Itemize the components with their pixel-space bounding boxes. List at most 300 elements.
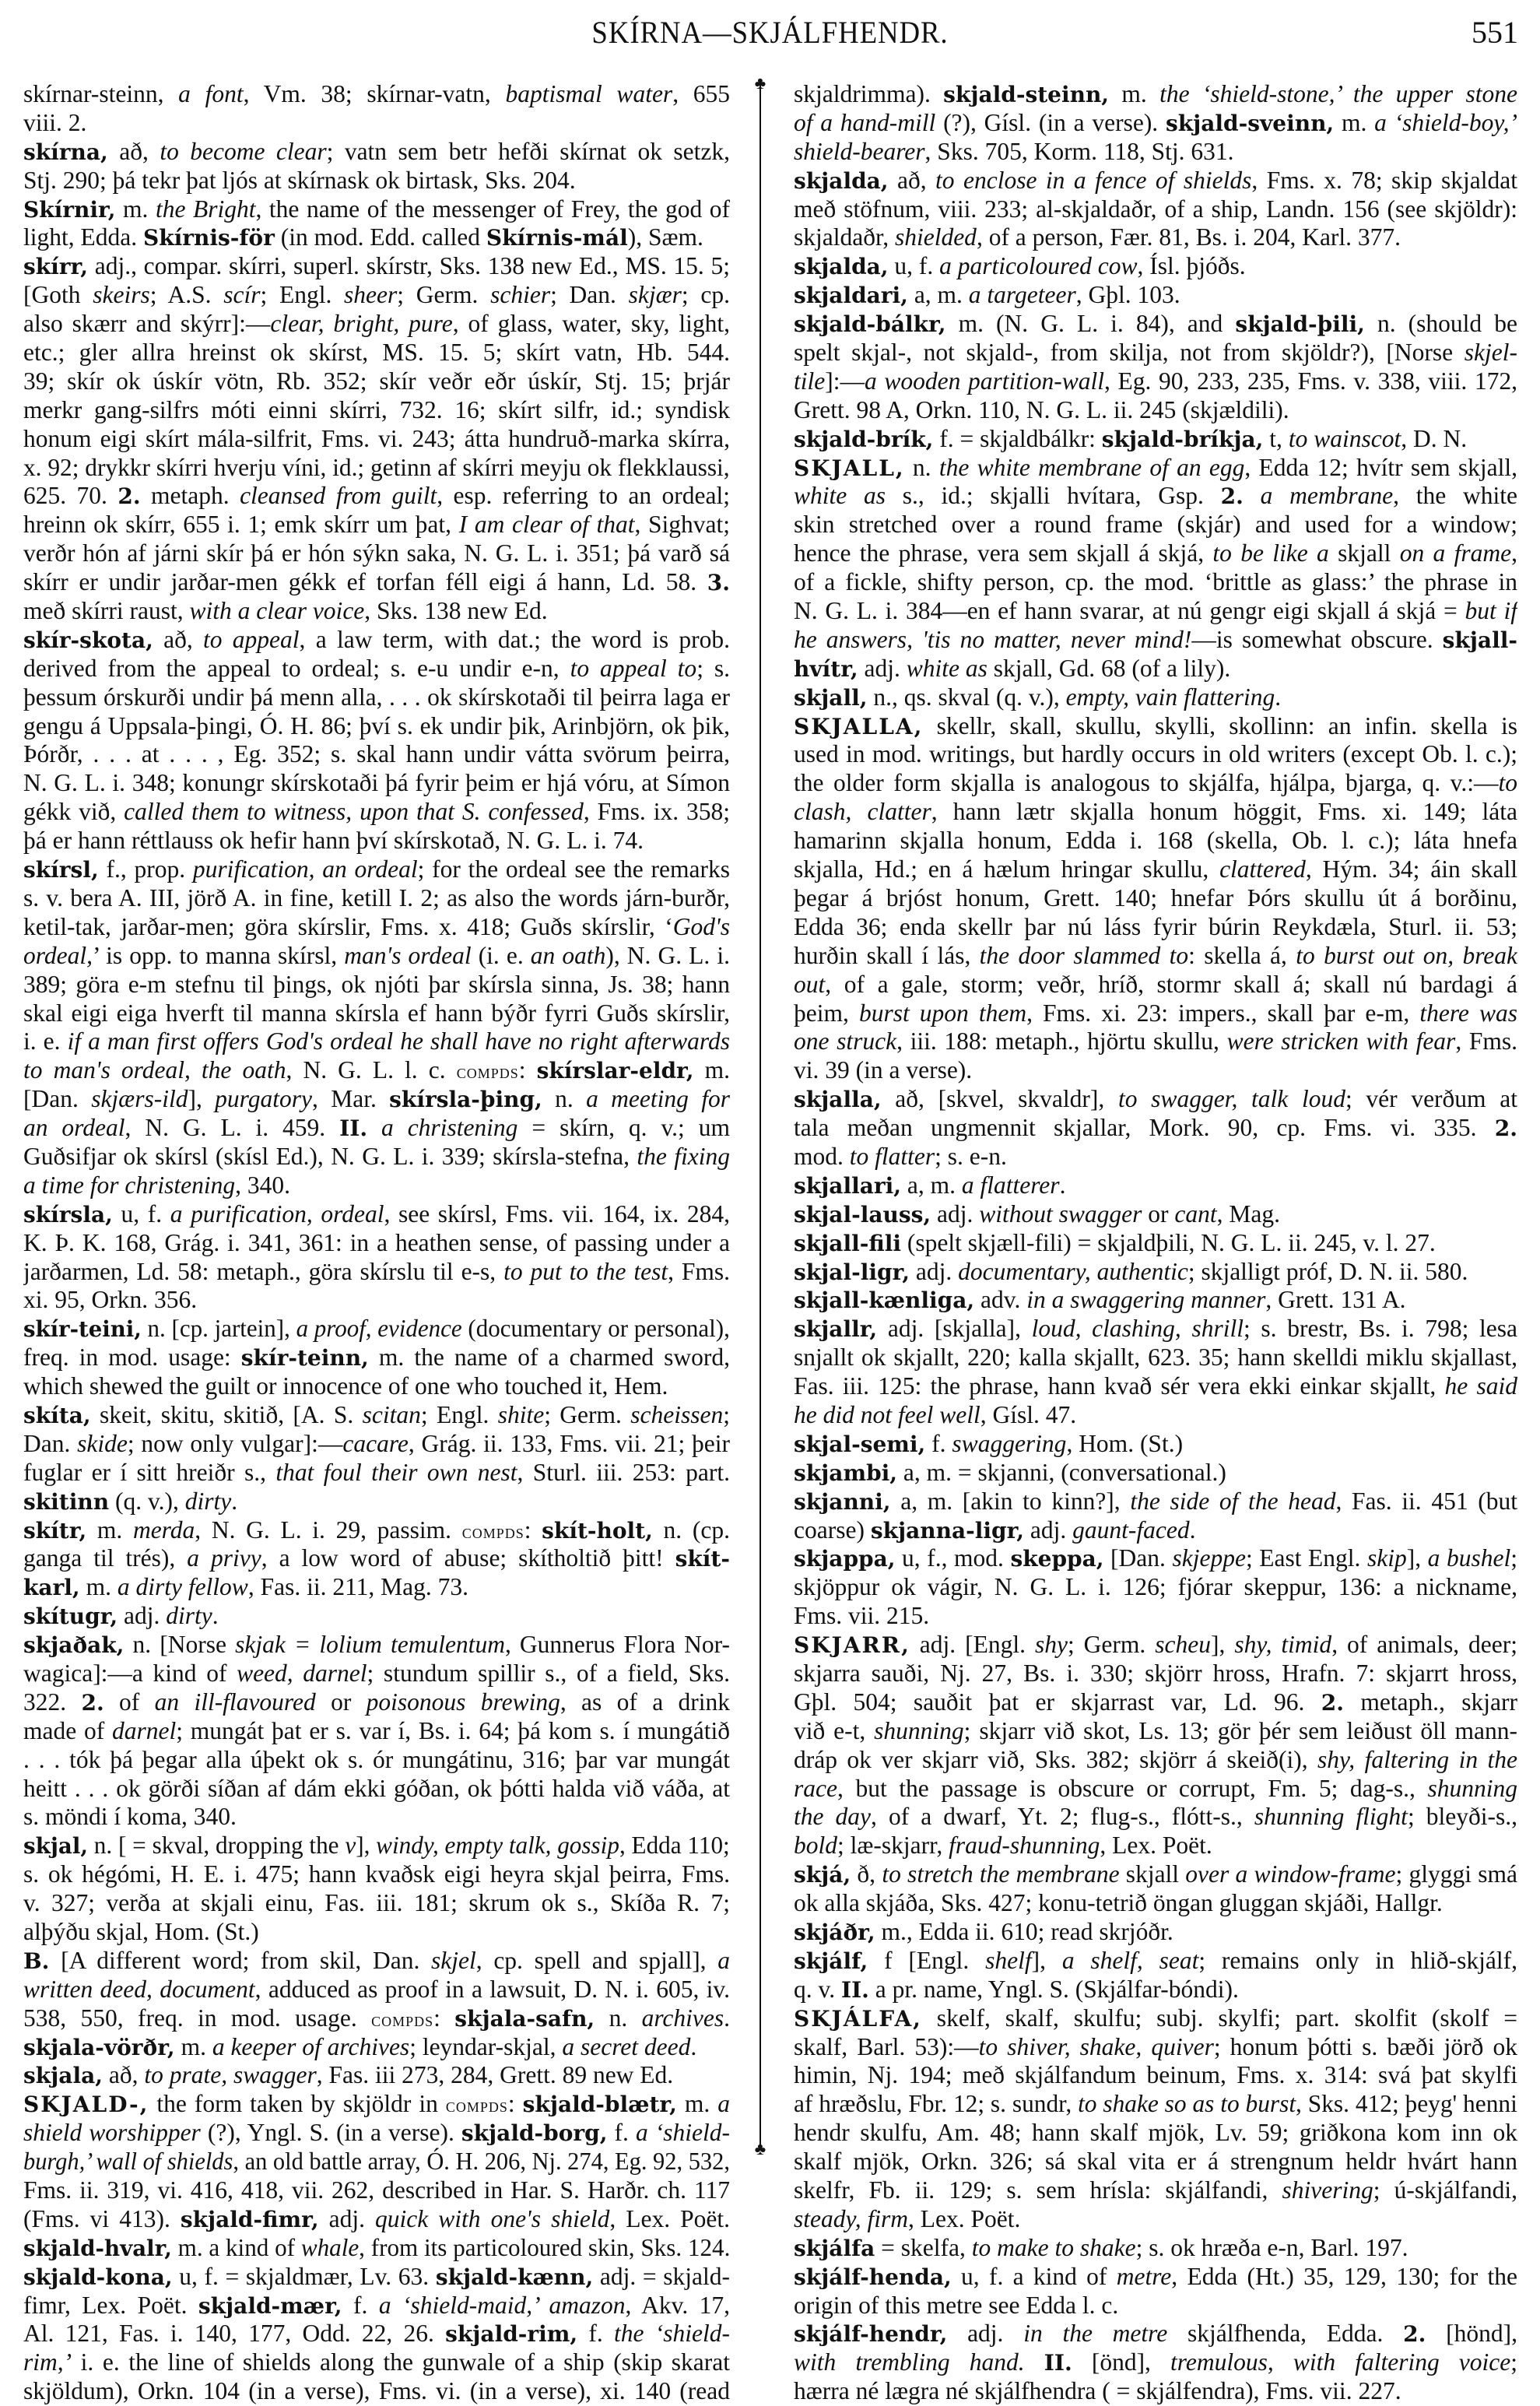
text-line: [794, 425, 1517, 454]
text-run: n. [Norse: [124, 1631, 236, 1659]
italic-text: to stretch the membrane: [882, 1860, 1120, 1888]
text-run: [Goth: [23, 281, 93, 309]
headword: skítugr,: [23, 1603, 118, 1630]
text-run: ; Germ.: [397, 281, 491, 309]
headword: II.: [339, 1115, 368, 1142]
text-run: , Hým. 34; áin skall: [1305, 855, 1517, 883]
text-run: or: [1142, 1199, 1175, 1228]
italic-text: a bushel: [1427, 1544, 1511, 1572]
headword: skjálfa: [794, 2235, 875, 2261]
text-line: [23, 2090, 730, 2119]
headword: skjanna-ligr,: [870, 1517, 1025, 1544]
italic-text: a flatterer: [961, 1171, 1060, 1199]
italic-text: loud, clashing, shrill: [1031, 1315, 1244, 1343]
text-run: , the white: [1393, 482, 1517, 510]
headword: skjalda,: [794, 254, 889, 280]
italic-text: man's ordeal: [344, 941, 472, 969]
text-line: [794, 1027, 1517, 1056]
italic-text: archives: [641, 2004, 724, 2032]
headword: skjal-semi,: [794, 1431, 926, 1457]
text-line: [23, 281, 730, 310]
text-line: [23, 2205, 730, 2234]
headword: Skírnis-mál: [486, 225, 628, 251]
italic-text: a secret deed: [562, 2032, 691, 2060]
italic-text: of a hand-mill: [794, 108, 936, 136]
text-line: [794, 740, 1517, 769]
headword: skjall,: [794, 684, 868, 711]
text-line: [23, 1889, 730, 1918]
italic-text: that foul their own nest: [275, 1458, 517, 1486]
text-line: [23, 999, 730, 1028]
headword: Skírnis-för: [142, 225, 275, 251]
text-run: snjallt ok skjallt, 220; kalla skjallt, 623. 35; hann skelldi miklu skjallast,: [794, 1343, 1517, 1372]
headword: skjá,: [794, 1862, 851, 1888]
text-run: , Sks. 412; þeyg' henni: [1296, 2090, 1517, 2118]
text-run: , Gþl. 103.: [1075, 281, 1180, 309]
headword: skjald-borg,: [461, 2120, 608, 2147]
text-line: [794, 167, 1517, 195]
text-run: adj.: [1024, 1516, 1073, 1544]
text-run: , see skírsl, Fms. vii. 164, ix. 284,: [384, 1199, 730, 1228]
text-line: [794, 2234, 1517, 2263]
text-line: [23, 1372, 730, 1401]
italic-text: if a man first offers God's ordeal he shall have no right afterwards: [67, 1027, 730, 1055]
text-run: ð,: [851, 1860, 882, 1888]
italic-text: an oath: [530, 941, 606, 969]
text-run: (?), Yngl. S. (in a verse).: [200, 2119, 461, 2147]
text-run: , as of a drink: [560, 1688, 730, 1716]
text-run: q. v.: [794, 1975, 841, 2003]
text-line: [23, 2033, 730, 2062]
text-run: u, f. = skjaldmær, Lv. 63.: [172, 2262, 436, 2290]
headword: skírsl,: [23, 857, 99, 883]
italic-text: ordeal,: [23, 941, 93, 969]
text-run: n. [ = skval, dropping the: [88, 1832, 346, 1860]
headword: skjallr,: [794, 1316, 878, 1343]
text-line: [23, 1258, 730, 1287]
italic-text: there was: [1419, 999, 1517, 1027]
text-line: [794, 1516, 1517, 1545]
headword: skeppa,: [1010, 1546, 1104, 1572]
italic-text: a meeting for: [586, 1085, 730, 1113]
text-run: ), Sæm.: [627, 223, 703, 251]
text-run: coarse): [794, 1516, 871, 1544]
italic-text: white as: [794, 482, 886, 510]
text-run: skelf, skalf, skulfu; subj. skylfi; part. skolfit (skolf =: [921, 2004, 1517, 2032]
text-line: [794, 223, 1517, 252]
italic-text: weed, darnel: [237, 1659, 367, 1687]
headword: skjalda,: [794, 167, 889, 194]
text-line: [23, 1056, 730, 1085]
text-run: m. (N. G. L. i. 84), and: [945, 310, 1236, 338]
italic-text: gaunt-faced: [1072, 1516, 1190, 1544]
text-line: [23, 223, 730, 252]
italic-text: to enclose in a fence of shields: [935, 166, 1252, 194]
text-run: skjarra sauði, Nj. 27, Bs. i. 330; skjörr hross, Hrafn. 7: skjarrt hross,: [794, 1659, 1517, 1687]
italic-text: fraud-shunning: [949, 1832, 1100, 1860]
text-run: a, m.: [907, 281, 969, 309]
text-run: ; stundum spillir s., of a field, Sks.: [367, 1659, 730, 1687]
text-run: u, f., mod.: [895, 1544, 1011, 1572]
text-run: , esp. referring to an ordeal;: [437, 482, 730, 510]
text-run: Dan.: [23, 1429, 78, 1457]
italic-text: a targeteer: [968, 281, 1076, 309]
text-line: [23, 1860, 730, 1889]
text-run: = skírn, q. v.; um: [517, 1114, 730, 1142]
text-run: Guðsifjar ok skírsl (skísl Ed.), N. G. L. i. 339; skírsla-stefna,: [23, 1142, 637, 1170]
italic-text: a christening: [381, 1114, 518, 1142]
headword: SKJALL,: [794, 455, 905, 481]
italic-text: darnel: [112, 1716, 177, 1744]
headword: skjald-rim,: [445, 2321, 578, 2348]
text-run: , but the passage is obscure or corrupt, Fm. 5; dag-s.,: [837, 1774, 1428, 1802]
italic-text: the white membrane of an egg: [938, 453, 1245, 481]
text-line: [23, 769, 730, 798]
text-run: skelfr, Fb. ii. 129; s. sem hrísla: skjálfandi,: [794, 2176, 1282, 2204]
text-run: .: [231, 1487, 238, 1515]
headword: skjáðr,: [794, 1920, 875, 1945]
italic-text: shy, timid: [1234, 1631, 1332, 1659]
italic-text: to put to the test: [503, 1257, 668, 1285]
text-line: [23, 1717, 730, 1746]
text-run: ;: [1510, 2348, 1517, 2376]
italic-text: in the metre: [1023, 2320, 1168, 2348]
text-line: [794, 2320, 1517, 2348]
italic-text: burgh,’ wall of shields: [23, 2148, 233, 2176]
text-run: ],: [188, 1085, 216, 1113]
italic-text: to burst out on, break: [1296, 941, 1517, 969]
text-line: [23, 1488, 730, 1516]
text-line: [794, 1544, 1517, 1573]
text-run: ],: [1406, 1544, 1428, 1572]
italic-text: swaggering: [952, 1429, 1067, 1457]
text-run: skírr er undir jarðar-men gékk ef torfan féll eigi á hann, Ld. 58.: [23, 568, 707, 596]
left-column: [23, 80, 730, 2406]
italic-text: shy: [1034, 1631, 1068, 1659]
italic-text: in a swaggering manner: [1026, 1286, 1266, 1314]
text-line: [794, 1143, 1517, 1171]
headword: skírsla,: [23, 1201, 113, 1228]
italic-text: to shiver, shake, quiver: [978, 2032, 1214, 2060]
text-line: [23, 626, 730, 655]
italic-text: I am clear of that: [458, 511, 635, 539]
text-run: ; s. e-n.: [935, 1142, 1007, 1170]
italic-text: with trembling hand.: [794, 2348, 1025, 2376]
text-run: skjaldrimma).: [794, 80, 944, 107]
text-run: adj.: [858, 654, 907, 682]
italic-text: a membrane: [1260, 482, 1394, 510]
italic-text: out: [794, 970, 826, 998]
text-run: þeim,: [794, 999, 859, 1027]
text-run: ; Engl.: [420, 1400, 498, 1428]
text-line: [794, 712, 1517, 741]
italic-text: quick with one's shield: [375, 2204, 610, 2232]
text-run: vi. 39 (in a verse).: [794, 1056, 973, 1084]
italic-text: to be like a: [1212, 539, 1329, 567]
text-run: v. 327; verða at skjali einu, Fas. iii. 181; skrum ok s., Skíða R. 7;: [23, 1889, 730, 1917]
text-line: [794, 1372, 1517, 1401]
text-run: f.: [342, 2291, 379, 2319]
text-line: [23, 310, 730, 339]
text-line: [23, 1114, 730, 1143]
text-line: [23, 339, 730, 367]
italic-text: he did not feel well: [794, 1400, 980, 1428]
headword: skjald-sveinn,: [1165, 110, 1335, 136]
italic-text: skjeppe: [1172, 1544, 1246, 1572]
text-line: [23, 1143, 730, 1171]
text-line: [794, 1114, 1517, 1143]
text-run: skellr, skall, skullu, skylli, skollinn: an infin. skella is: [923, 711, 1517, 739]
text-run: ;: [723, 1400, 730, 1428]
text-run: 625. 70.: [23, 482, 118, 510]
headword: 2.: [1403, 2321, 1426, 2348]
text-line: [23, 2320, 730, 2348]
text-line: [794, 1602, 1517, 1631]
text-line: [794, 1860, 1517, 1889]
text-run: , Ísl. þjóðs.: [1137, 252, 1246, 280]
text-run: , N. G. L. i. 459.: [125, 1114, 340, 1142]
text-run: Grett. 98 A, Orkn. 110, N. G. L. ii. 245 (skjældili).: [794, 395, 1289, 423]
text-line: [794, 310, 1517, 339]
italic-text: with a clear voice: [189, 597, 365, 625]
text-run: u, f. a kind of: [951, 2262, 1117, 2290]
italic-text: a ‘shield-maid,’ amazon: [378, 2291, 626, 2319]
text-run: , the name of the messenger of Frey, the god of: [255, 195, 730, 223]
italic-text: poisonous brewing: [366, 1688, 560, 1716]
headword: skjálf-henda,: [794, 2264, 952, 2290]
italic-text: to become clear: [160, 137, 327, 165]
text-line: [794, 798, 1517, 827]
text-run: [367, 1114, 381, 1141]
text-line: [794, 1746, 1517, 1775]
text-run: 389; göra e-m stefnu til þings, ok njóti þar skírsla sinna, Js. 38; hann: [23, 970, 730, 998]
text-run: , an old battle array, Ó. H. 206, Nj. 274, Eg. 92, 532,: [233, 2148, 730, 2176]
headword: skjald-kænn,: [435, 2264, 594, 2290]
text-run: , Mar.: [312, 1085, 390, 1113]
text-run: the older form skjalla is analogous to skjálfa, hjálpa, bjarga, q. v.:—: [794, 769, 1499, 797]
text-run: ; s. ok hræða e-n, Barl. 197.: [1135, 2233, 1408, 2261]
text-line: [23, 1315, 730, 1343]
italic-text: cacare: [342, 1429, 409, 1457]
text-line: [23, 1459, 730, 1488]
text-run: .: [724, 2004, 730, 2032]
text-line: [794, 2090, 1517, 2119]
italic-text: tremulous, with faltering voice: [1170, 2348, 1511, 2376]
headword: hvítr,: [794, 655, 858, 682]
text-line: [23, 971, 730, 999]
text-run: með skírri raust,: [23, 597, 190, 625]
text-run: —is somewhat obscure.: [1191, 625, 1443, 653]
text-line: [23, 1027, 730, 1056]
text-line: [23, 942, 730, 971]
text-run: skjalla, Hd.; en á hælum hringar skullu,: [794, 855, 1220, 883]
text-line: [794, 1631, 1517, 1660]
text-run: wagica]:—a kind of: [23, 1659, 237, 1687]
italic-text: metre: [1116, 2262, 1172, 2290]
text-run: , Fms. x. 78; skip skjaldat: [1251, 166, 1517, 194]
text-run: ; Germ.: [544, 1400, 631, 1428]
headword: skjala-vörðr,: [23, 2034, 175, 2060]
text-run: , a law term, with dat.; the word is prob.: [299, 625, 730, 653]
headword: skír-skota,: [23, 627, 153, 653]
text-run: adj., compar. skírri, superl. skírstr, Sks. 138 new Ed., MS. 15. 5;: [88, 252, 730, 280]
text-run: . . . tók þá þegar alla úþekt ok s. ór mungátinu, 316; þar var mungát: [23, 1745, 730, 1773]
text-run: f.: [577, 2320, 615, 2348]
text-line: [794, 2148, 1517, 2176]
text-line: [23, 1401, 730, 1430]
text-run: ; for the ordeal see the remarks: [417, 855, 730, 883]
italic-text: shivering: [1282, 2176, 1373, 2204]
italic-text: a font: [178, 80, 244, 107]
text-run: a, m. = skjanni, (conversational.): [897, 1458, 1226, 1486]
text-line: [23, 1286, 730, 1315]
italic-text: steady, firm: [794, 2204, 908, 2232]
text-line: [794, 80, 1517, 109]
text-run: made of: [23, 1716, 113, 1744]
text-run: 538, 550, freq. in mod. usage.: [23, 2004, 372, 2032]
text-run: .: [212, 1602, 219, 1630]
headword: skjall-fili: [794, 1230, 901, 1256]
headword: skitinn: [23, 1488, 110, 1515]
text-line: [794, 281, 1517, 310]
text-line: [794, 1688, 1517, 1717]
text-run: adj.: [947, 2320, 1024, 2348]
italic-text: shield-bearer: [794, 137, 925, 165]
italic-text: a privy: [187, 1544, 261, 1572]
italic-text: to man's ordeal, the oath: [23, 1056, 286, 1084]
italic-text: a proof, evidence: [296, 1315, 462, 1343]
text-line: [794, 1803, 1517, 1832]
text-run: ; glyggi smá: [1395, 1860, 1517, 1888]
text-run: n. [cp. jartein],: [141, 1315, 296, 1343]
text-run: með stöfnum, viii. 233; al-skjaldaðr, of a ship, Landn. 156 (see skjöldr):: [794, 195, 1517, 223]
italic-text: dirty: [166, 1602, 212, 1630]
text-run: hurðin skall í lás,: [794, 941, 980, 969]
text-run: freq. in mod. usage:: [23, 1343, 241, 1372]
text-run: að,: [888, 166, 936, 194]
text-run: [1025, 2348, 1044, 2376]
page-title: SKÍRNA—SKJÁLFHENDR.: [591, 15, 949, 50]
text-line: [794, 1401, 1517, 1430]
text-run: a pr. name, Yngl. S. (Skjálfar-bóndi).: [868, 1975, 1239, 2003]
text-line: [794, 1286, 1517, 1315]
text-run: skjálfhenda, Edda.: [1167, 2320, 1404, 2348]
italic-text: to appeal to: [570, 654, 697, 682]
text-run: , Grág. ii. 133, Fms. vii. 21; þeir: [408, 1429, 730, 1457]
headword: B.: [23, 1948, 50, 1974]
text-run: or: [315, 1688, 367, 1716]
text-run: (q. v.),: [109, 1487, 185, 1515]
text-run: , Sighvat;: [634, 511, 730, 539]
text-run: of: [103, 1688, 155, 1716]
text-run: adj.: [910, 1257, 959, 1285]
text-line: [23, 1775, 730, 1804]
text-run: spelt skjal-, not skjald-, from skilja, not from skjöldr?), [Norse: [794, 339, 1465, 367]
text-run: t,: [1263, 424, 1289, 452]
text-run: u, f.: [112, 1199, 170, 1228]
italic-text: an ill-flavoured: [154, 1688, 316, 1716]
text-line: [794, 568, 1517, 597]
text-run: N. G. L. i. 348; konungr skírskotaði þá fyrir þeim er hjá vóru, at Símon: [23, 769, 730, 797]
text-run: skírnar-steinn,: [23, 80, 179, 107]
text-run: .: [1189, 1516, 1196, 1544]
italic-text: skjel: [431, 1946, 476, 1974]
italic-text: to shake so as to burst: [1078, 2090, 1296, 2118]
text-run: adv.: [974, 1286, 1027, 1314]
text-run: ; cp.: [681, 281, 730, 309]
italic-text: empty, vain flattering: [1065, 683, 1275, 711]
text-run: ],: [356, 1832, 377, 1860]
text-run: .: [690, 2032, 697, 2060]
headword: skjaðak,: [23, 1632, 125, 1659]
text-run: etc.; gler allra hreinst ok skírst, MS. 15. 5; skírt vatn, Hb. 544.: [23, 339, 730, 367]
headword: skjal-lauss,: [794, 1201, 931, 1228]
text-run: ), N. G. L. i.: [605, 941, 730, 969]
text-line: [794, 511, 1517, 539]
text-run: skjaldaðr,: [794, 223, 895, 251]
page-header: [0, 6, 1540, 53]
text-run: m.: [1334, 108, 1375, 136]
text-run: :: [507, 2090, 523, 2118]
text-run: :: [524, 1516, 542, 1544]
headword: skjald-brík,: [794, 426, 934, 452]
small-caps-text: compds: [371, 2007, 434, 2031]
text-line: [794, 138, 1517, 167]
text-run: ;: [1510, 1544, 1517, 1572]
text-line: [23, 109, 730, 138]
text-run: m. the name of a charmed sword,: [368, 1343, 730, 1372]
italic-text: skip: [1366, 1544, 1407, 1572]
text-run: þegar á brjóst honum, Grett. 140; hnefar Þórs skullu út á borðinu,: [794, 883, 1517, 911]
text-run: , of a gale, storm; veðr, hríð, stormr skall á; skall nú bardagi á: [825, 970, 1517, 998]
text-run: ; mungát þat er s. var í, Bs. i. 64; þá kom s. í mungátið: [176, 1716, 730, 1744]
text-line: [23, 2292, 730, 2320]
headword: 2.: [1220, 483, 1244, 510]
text-line: [23, 2348, 730, 2377]
text-line: [23, 539, 730, 568]
text-run: .: [1275, 683, 1282, 711]
text-run: n., qs. skval (q. v.),: [867, 683, 1066, 711]
text-run: 39; skír ok úskír vötn, Rb. 352; skír veðr eðr úskír, Stj. 15; þrjár: [23, 367, 730, 395]
text-run: ],: [1210, 1631, 1235, 1659]
text-run: himin, Nj. 194; með skjálfandum beinum, Fms. x. 314: svá þat skylfi: [794, 2061, 1517, 2089]
text-run: Al. 121, Fas. i. 140, 177, Odd. 22, 26.: [23, 2320, 446, 2348]
text-run: i. e.: [23, 1027, 68, 1055]
text-line: [23, 396, 730, 425]
text-line: [23, 1573, 730, 1602]
italic-text: a purification, ordeal: [170, 1199, 384, 1228]
text-run: m.: [1109, 80, 1160, 107]
text-run: merkr gang-silfrs móti einni skírri, 732. 16; skírt silfr, id.; syndisk: [23, 395, 730, 423]
text-run: , Sks. 138 new Ed.: [364, 597, 548, 625]
text-line: [23, 2004, 730, 2033]
text-line: [794, 1775, 1517, 1804]
text-run: skal eigi eiga hverft til manna skírsla ef hann býðr fyrri Guðs skírslir,: [23, 999, 730, 1027]
text-line: [794, 1717, 1517, 1746]
text-run: honum eigi skírt mála-silfrit, Fms. vi. 243; átta hundruð-marka skírra,: [23, 424, 730, 452]
text-line: [23, 1746, 730, 1775]
text-run: ; East Engl.: [1245, 1544, 1367, 1572]
italic-text: over a window-frame: [1185, 1860, 1396, 1888]
text-run: , Grett. 131 A.: [1265, 1286, 1406, 1314]
text-line: [794, 2263, 1517, 2292]
text-line: [794, 1459, 1517, 1488]
italic-text: written deed, document: [23, 1975, 255, 2003]
text-run: also skærr and skýrr]:—: [23, 310, 271, 338]
text-run: , Fms.: [668, 1257, 730, 1285]
text-line: [23, 712, 730, 741]
text-run: (i. e.: [471, 941, 531, 969]
